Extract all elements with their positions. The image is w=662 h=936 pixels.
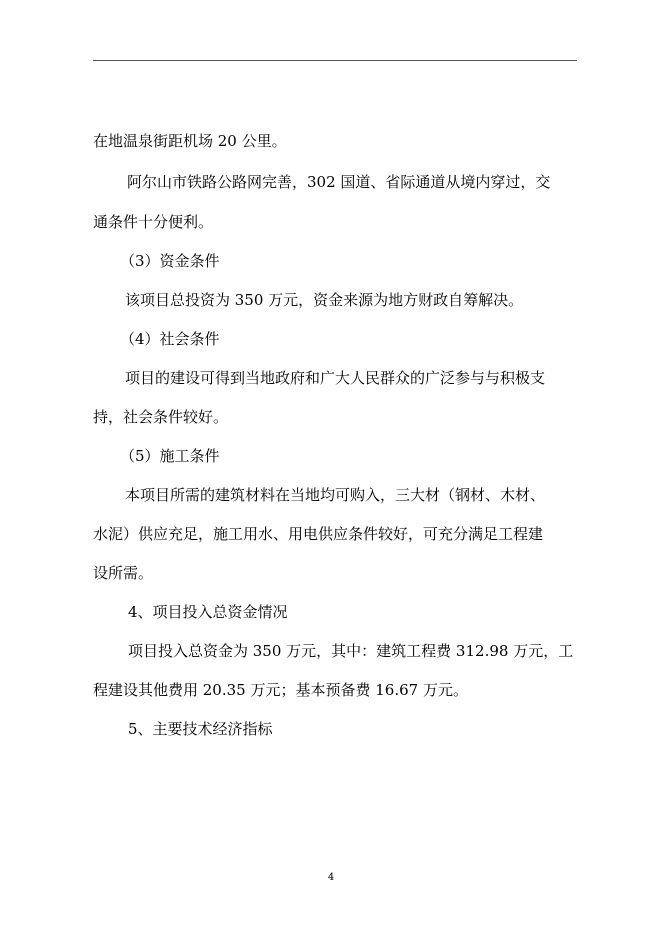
body-line-5: 该项目总投资为 350 万元，资金来源为地方财政自筹解决。: [125, 291, 524, 309]
body-line-10: 本项目所需的建筑材料在当地均可购入，三大材（钢材、木材、: [125, 486, 546, 504]
body-line-15: 程建设其他费用 20.35 万元；基本预备费 16.67 万元。: [93, 681, 468, 699]
section-heading-funding: （3）资金条件: [120, 252, 220, 270]
header-rule: [93, 60, 577, 61]
section-heading-social: （4）社会条件: [120, 330, 220, 348]
section-heading-indicators: 5、主要技术经济指标: [128, 720, 273, 738]
page-number: 4: [327, 872, 335, 883]
body-line-11: 水泥）供应充足，施工用水、用电供应条件较好，可充分满足工程建: [93, 525, 544, 543]
body-line-8: 持，社会条件较好。: [93, 408, 229, 426]
body-line-12: 设所需。: [93, 564, 154, 582]
body-line-3: 通条件十分便利。: [93, 213, 214, 231]
section-heading-construction: （5）施工条件: [120, 447, 220, 465]
body-line-2: 阿尔山市铁路公路网完善，302 国道、省际通道从境内穿过，交: [127, 173, 551, 191]
section-heading-investment: 4、项目投入总资金情况: [128, 603, 288, 621]
body-line-7: 项目的建设可得到当地政府和广大人民群众的广泛参与与积极支: [125, 369, 546, 387]
body-line-1: 在地温泉街距机场 20 公里。: [93, 132, 287, 150]
body-line-14: 项目投入总资金为 350 万元，其中：建筑工程费 312.98 万元，工: [128, 642, 574, 660]
